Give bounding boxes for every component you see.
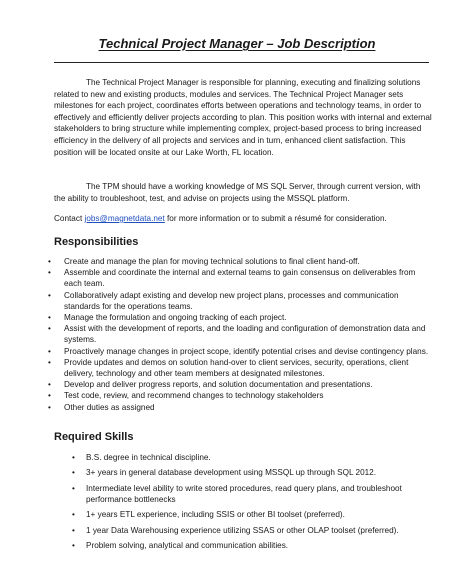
responsibilities-heading: Responsibilities [54,236,139,248]
contact-paragraph [54,213,432,225]
list-item: • Provide updates and demos on solution hand-over to client services, security, operations, client delivery, technology and other team members at designated milestones. [48,357,409,379]
contact-email-link[interactable]: jobs@magnetdata.net [84,214,165,223]
document-title: Technical Project Manager – Job Description [98,36,376,51]
list-item: • 1 year Data Warehousing experience utilizing SSAS or other OLAP toolset (preferred). [72,525,399,535]
list-item: • 3+ years in general database development using MSSQL up through SQL 2012. [72,468,377,478]
bullet-icon: • [72,468,75,478]
bullet-icon: • [48,346,51,356]
list-item: • Test code, review, and recommend changes to technology stakeholders [48,391,324,401]
list-item: • B.S. degree in technical discipline. [72,453,211,462]
responsibilities-list [48,256,433,413]
title-underline-rule [54,62,429,63]
bullet-icon: • [48,257,51,266]
list-item: • Other duties as assigned [48,402,155,412]
contact-prefix: Contact [54,214,85,223]
bullet-icon: • [48,324,51,334]
bullet-icon: • [72,525,75,535]
bullet-icon: • [48,402,51,412]
bullet-icon: • [48,290,51,300]
bullet-icon: • [48,313,51,323]
bullet-icon: • [48,380,51,390]
list-item: • Create and manage the plan for moving technical solutions to final client hand-off. [48,257,360,266]
contact-suffix: for more information or to submit a résumé for consideration. [164,214,387,223]
bullet-icon: • [72,483,75,493]
intro-paragraph: The Technical Project Manager is responsible for planning, executing and finalizing solutions related to new and existing products, modules and services. The Technical Project Manager sets milestones for each project, coordinates efforts between operations and technology teams, in order to effectively and efficiently deliver projects according to plan. This position works with internal and external stakeholders to bring structure while implementing complex, project-based process to bring increased efficiency in the delivery of all projects and services and in turn, enhanced client satisfaction. This position will be located onsite at our Lake Worth, FL location. [54,78,432,157]
list-item: • Assist with the development of reports, and the loading and configuration of demonstration data and systems. [48,324,426,345]
bullet-icon: • [48,357,51,367]
list-item: • Collaboratively adapt existing and develop new project plans, processes and communication standards for the operations teams. [48,290,399,311]
list-item: • Manage the formulation and ongoing tracking of each project. [48,313,287,323]
sql-requirement-paragraph: The TPM should have a working knowledge of MS SQL Server, through current version, with the ability to troubleshoot, test, and advise on projects using the MSSQL platform. [54,182,421,203]
list-item: • Proactively manage changes in project scope, identify potential crises and devise contingency plans. [48,346,429,356]
list-item: • Develop and deliver progress reports, and solution documentation and presentations. [48,380,373,390]
bullet-icon: • [48,268,51,278]
list-item: • 1+ years ETL experience, including SSIS or other BI toolset (preferred). [72,510,345,520]
list-item: • Problem solving, analytical and communication abilities. [72,541,289,551]
list-item: • Assemble and coordinate the internal and external teams to gain consensus on deliverables from each team. [48,268,416,289]
list-item: • Intermediate level ability to write stored procedures, read query plans, and troubleshoot performance bottlenecks [72,483,402,504]
required-skills-list [72,452,432,556]
bullet-icon: • [72,510,75,520]
required-skills-heading: Required Skills [54,431,134,443]
bullet-icon: • [48,391,51,401]
bullet-icon: • [72,453,75,462]
bullet-icon: • [72,541,75,551]
